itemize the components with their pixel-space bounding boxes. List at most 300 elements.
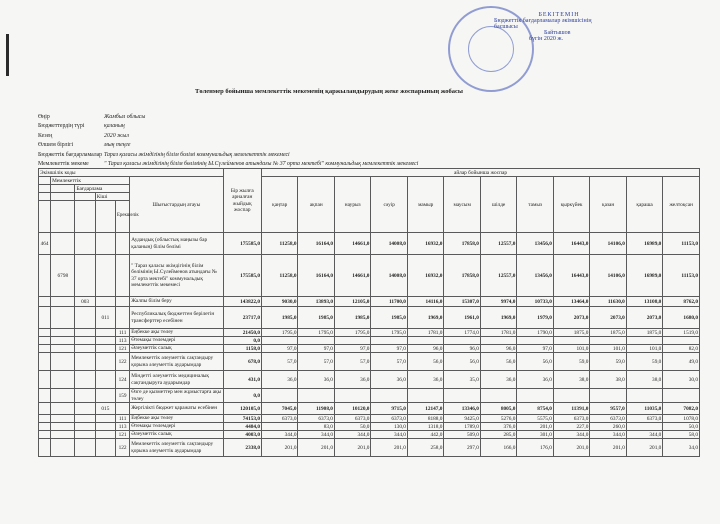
month-value-cell bbox=[517, 389, 553, 403]
meta-label: Өңір bbox=[38, 114, 50, 120]
meta-label: Бюджеттердің түрі bbox=[38, 123, 85, 130]
code-cell bbox=[95, 371, 115, 389]
code-cell bbox=[95, 255, 115, 297]
code-cell bbox=[51, 389, 75, 403]
table-row bbox=[39, 337, 700, 345]
table-row bbox=[39, 233, 700, 255]
code-cell bbox=[116, 307, 130, 329]
meta-value: " Тараз қаласы әкімдігінің білім бөлімінің Ы.Сүлейменов атындағы № 37 орта мектебі" коммунальдық мемлекеттік мекемесі bbox=[104, 161, 419, 168]
table-row bbox=[39, 431, 700, 439]
code-cell: 113 bbox=[116, 423, 130, 431]
month-value-cell: 57,0 bbox=[298, 353, 334, 371]
months-group-header: айлар бойынша жоспар bbox=[262, 169, 700, 177]
code-cell bbox=[39, 423, 51, 431]
code-cell bbox=[75, 337, 95, 345]
month-value-cell: 9425,0 bbox=[444, 415, 480, 423]
code-cell bbox=[75, 389, 95, 403]
month-value-cell: 11391,0 bbox=[553, 403, 589, 415]
code-cell bbox=[51, 431, 75, 439]
month-value-cell: 36,0 bbox=[298, 371, 334, 389]
code-cell: 111 bbox=[116, 415, 130, 423]
code-cell bbox=[39, 255, 51, 297]
code-cell bbox=[51, 337, 75, 345]
codes-group-header: Экімшілік коды bbox=[39, 169, 224, 177]
month-value-cell: 176,0 bbox=[517, 439, 553, 457]
month-value-cell: 16443,0 bbox=[553, 255, 589, 297]
month-value-cell: 14106,0 bbox=[590, 233, 626, 255]
month-value-cell: 6373,0 bbox=[626, 415, 662, 423]
month-value-cell: 13456,0 bbox=[517, 233, 553, 255]
month-value-cell: 59,0 bbox=[590, 353, 626, 371]
month-value-cell: 10733,0 bbox=[517, 297, 553, 307]
month-value-cell: 14661,0 bbox=[334, 255, 370, 297]
month-value-cell bbox=[334, 389, 370, 403]
month-value-cell: 16932,0 bbox=[407, 233, 443, 255]
month-value-cell: 36,0 bbox=[407, 371, 443, 389]
month-value-cell: 344,0 bbox=[371, 431, 407, 439]
code-cell bbox=[51, 415, 75, 423]
approval-line-1: Бюджеттік бағдарламалар әкімшісінің bbox=[494, 18, 592, 24]
expense-name-cell: Мемлекеттік әлеуметтік сақтандыру қорына әлеуметтік аударымдар bbox=[130, 353, 223, 371]
table-row bbox=[39, 389, 700, 403]
code-cell bbox=[39, 403, 51, 415]
month-value-cell bbox=[262, 337, 298, 345]
code-cell bbox=[116, 255, 130, 297]
month-value-cell: 344,0 bbox=[626, 431, 662, 439]
month-value-cell bbox=[444, 337, 480, 345]
meta-row bbox=[38, 122, 418, 131]
month-value-cell: 166,0 bbox=[480, 439, 516, 457]
month-value-cell: 1795,0 bbox=[371, 329, 407, 337]
month-value-cell: 57,0 bbox=[371, 353, 407, 371]
month-value-cell bbox=[590, 337, 626, 345]
code-cell bbox=[95, 337, 115, 345]
month-value-cell: 9030,0 bbox=[262, 297, 298, 307]
month-value-cell bbox=[298, 389, 334, 403]
month-value-cell: 56,0 bbox=[480, 353, 516, 371]
month-value-cell: 15307,0 bbox=[444, 297, 480, 307]
code-cell bbox=[75, 423, 95, 431]
code-cell bbox=[75, 255, 95, 297]
month-value-cell: 201,0 bbox=[626, 439, 662, 457]
table-row bbox=[39, 297, 700, 307]
month-value-cell: 14106,0 bbox=[590, 255, 626, 297]
month-value-cell: 8762,0 bbox=[663, 297, 700, 307]
total-cell: 0,0 bbox=[223, 337, 262, 345]
month-value-cell: 36,0 bbox=[334, 371, 370, 389]
month-value-cell: 344,0 bbox=[553, 431, 589, 439]
code-cell bbox=[75, 329, 95, 337]
total-cell: 143822,0 bbox=[223, 297, 262, 307]
month-value-cell: 14008,0 bbox=[371, 255, 407, 297]
month-value-cell: 1875,0 bbox=[553, 329, 589, 337]
month-value-cell: 36,0 bbox=[480, 371, 516, 389]
month-value-cell: 1985,0 bbox=[371, 307, 407, 329]
month-value-cell: 509,0 bbox=[444, 431, 480, 439]
month-value-cell: 96,0 bbox=[444, 345, 480, 353]
month-value-cell: 6373,0 bbox=[553, 415, 589, 423]
code-cell bbox=[75, 439, 95, 457]
month-value-cell bbox=[663, 337, 700, 345]
month-value-cell: 258,0 bbox=[407, 439, 443, 457]
month-value-cell: 201,0 bbox=[262, 439, 298, 457]
month-value-cell bbox=[334, 337, 370, 345]
total-cell: 175585,0 bbox=[223, 255, 262, 297]
month-value-cell: 201,0 bbox=[298, 439, 334, 457]
month-value-cell bbox=[626, 423, 662, 431]
total-header: Бір жылға арналған жыйдық жоспар bbox=[223, 169, 262, 233]
code-cell bbox=[75, 371, 95, 389]
month-value-cell: 201,0 bbox=[371, 439, 407, 457]
month-value-cell: 13456,0 bbox=[517, 255, 553, 297]
month-value-cell bbox=[444, 389, 480, 403]
month-value-cell bbox=[590, 389, 626, 403]
code-cell bbox=[51, 353, 75, 371]
month-value-cell: 16989,0 bbox=[626, 233, 662, 255]
meta-label: Мемлекеттік мекеме bbox=[38, 161, 89, 168]
month-value-cell: 97,0 bbox=[517, 345, 553, 353]
month-value-cell: 38,0 bbox=[590, 371, 626, 389]
month-value-cell: 1979,0 bbox=[517, 307, 553, 329]
month-value-cell: 35,0 bbox=[444, 371, 480, 389]
code-cell bbox=[95, 415, 115, 423]
expense-name-cell: Міндетті әлеуметтік медициналық сақтандыруға аударымдар bbox=[130, 371, 223, 389]
month-value-cell: 1795,0 bbox=[262, 329, 298, 337]
code-cell bbox=[39, 345, 51, 353]
month-value-cell: 8005,0 bbox=[480, 403, 516, 415]
month-value-cell: 12147,0 bbox=[407, 403, 443, 415]
month-value-cell: 376,0 bbox=[480, 423, 516, 431]
code-cell bbox=[51, 371, 75, 389]
month-value-cell: 101,0 bbox=[553, 345, 589, 353]
month-value-cell: 13108,0 bbox=[626, 297, 662, 307]
month-value-cell bbox=[371, 337, 407, 345]
expense-name-cell: Мемлекеттік әлеуметтік сақтандыру қорына әлеуметтік аударымдар bbox=[130, 439, 223, 457]
month-header: желтоқсан bbox=[663, 177, 700, 233]
specific-header: Ерекшелік bbox=[116, 201, 130, 233]
month-value-cell: 58,0 bbox=[663, 431, 700, 439]
code-cell bbox=[51, 329, 75, 337]
month-value-cell: 59,0 bbox=[553, 353, 589, 371]
expense-name-cell: Өтемақы төлемдері bbox=[130, 337, 223, 345]
month-value-cell: 201,0 bbox=[334, 439, 370, 457]
code-cell: 003 bbox=[75, 297, 95, 307]
month-value-cell: 57,0 bbox=[262, 353, 298, 371]
month-value-cell bbox=[407, 389, 443, 403]
month-header: қараша bbox=[626, 177, 662, 233]
code-cell bbox=[116, 233, 130, 255]
code-cell: 121 bbox=[116, 345, 130, 353]
total-cell: 4484,0 bbox=[223, 423, 262, 431]
expense-name-cell: Жалпы білім беру bbox=[130, 297, 223, 307]
month-value-cell: 97,0 bbox=[262, 345, 298, 353]
month-value-cell bbox=[663, 389, 700, 403]
month-value-cell: 2073,0 bbox=[553, 307, 589, 329]
month-value-cell: 101,0 bbox=[590, 345, 626, 353]
code-cell bbox=[51, 423, 75, 431]
total-cell: 4003,0 bbox=[223, 431, 262, 439]
month-value-cell: 8754,0 bbox=[517, 403, 553, 415]
month-value-cell: 14661,0 bbox=[334, 233, 370, 255]
meta-label: Кезең bbox=[38, 132, 53, 139]
month-value-cell: 56,0 bbox=[517, 353, 553, 371]
month-value-cell: 2073,0 bbox=[590, 307, 626, 329]
month-value-cell: 11153,0 bbox=[663, 233, 700, 255]
table-row bbox=[39, 423, 700, 431]
binder-mark bbox=[6, 34, 9, 76]
month-value-cell: 1985,0 bbox=[262, 307, 298, 329]
month-value-cell: 16932,0 bbox=[407, 255, 443, 297]
month-value-cell: 11700,0 bbox=[371, 297, 407, 307]
month-value-cell: 6373,0 bbox=[298, 415, 334, 423]
code-cell bbox=[51, 403, 75, 415]
code-cell: 464 bbox=[39, 233, 51, 255]
month-value-cell bbox=[553, 389, 589, 403]
meta-label: Өлшем бірлігі bbox=[38, 142, 74, 149]
month-value-cell: 36,0 bbox=[262, 371, 298, 389]
name-header: Шығыстардың атауы bbox=[130, 177, 223, 233]
month-value-cell: 1318,0 bbox=[407, 423, 443, 431]
code-cell: 111 bbox=[116, 329, 130, 337]
code-cell bbox=[95, 329, 115, 337]
month-header: қаңтар bbox=[262, 177, 298, 233]
month-value-cell: 9715,0 bbox=[371, 403, 407, 415]
expense-name-cell: Жергілікті бюджет қаражаты есебінен bbox=[130, 403, 223, 415]
expense-name-cell: " Тараз қаласы әкімдігінің білім бөлімінің Ы.Сүлейменов атындағы № 37 орта мектебі" коммунальдық мемлекеттік мекемесі bbox=[130, 255, 223, 297]
code-cell bbox=[51, 233, 75, 255]
table-row bbox=[39, 307, 700, 329]
meta-value: Тараз қаласы әкімдігінің білім болімі коммунальдық мемлекеттік мекемесі bbox=[104, 151, 290, 158]
program-header: Бағдарлама bbox=[75, 185, 130, 193]
month-header: сәуір bbox=[371, 177, 407, 233]
month-value-cell: 12557,0 bbox=[480, 233, 516, 255]
meta-block bbox=[38, 113, 418, 169]
month-header: ақпан bbox=[298, 177, 334, 233]
month-value-cell: 1795,0 bbox=[334, 329, 370, 337]
month-value-cell: 1781,0 bbox=[480, 329, 516, 337]
month-value-cell: 1985,0 bbox=[298, 307, 334, 329]
table-row bbox=[39, 353, 700, 371]
month-value-cell: 56,0 bbox=[444, 353, 480, 371]
meta-row bbox=[38, 141, 418, 150]
table-row bbox=[39, 415, 700, 423]
code-cell bbox=[95, 353, 115, 371]
approval-line-2: басшысы bbox=[494, 24, 518, 30]
total-cell: 23717,0 bbox=[223, 307, 262, 329]
month-value-cell bbox=[626, 389, 662, 403]
month-value-cell: 17858,0 bbox=[444, 233, 480, 255]
month-value-cell: 130,0 bbox=[371, 423, 407, 431]
meta-row bbox=[38, 132, 418, 141]
code-cell: 011 bbox=[95, 307, 115, 329]
month-value-cell: 12105,0 bbox=[334, 297, 370, 307]
code-cell bbox=[75, 233, 95, 255]
month-header: шілде bbox=[480, 177, 516, 233]
expense-name-cell: Өтемақы төлемдері bbox=[130, 423, 223, 431]
month-value-cell: 7082,0 bbox=[663, 403, 700, 415]
meta-value: Жамбыл облысы bbox=[104, 114, 146, 120]
table-row bbox=[39, 329, 700, 337]
month-value-cell: 101,0 bbox=[626, 345, 662, 353]
month-value-cell: 201,0 bbox=[517, 423, 553, 431]
code-cell: 6798 bbox=[51, 255, 75, 297]
month-value-cell bbox=[298, 337, 334, 345]
month-value-cell: 2073,0 bbox=[626, 307, 662, 329]
total-cell: 74153,0 bbox=[223, 415, 262, 423]
code-cell: 159 bbox=[116, 389, 130, 403]
month-value-cell: 297,0 bbox=[444, 439, 480, 457]
code-cell bbox=[51, 345, 75, 353]
month-value-cell: 57,0 bbox=[334, 353, 370, 371]
code-cell bbox=[39, 439, 51, 457]
month-value-cell: 96,0 bbox=[407, 345, 443, 353]
month-value-cell: 1969,0 bbox=[407, 307, 443, 329]
month-value-cell: 97,0 bbox=[334, 345, 370, 353]
total-cell: 431,0 bbox=[223, 371, 262, 389]
month-value-cell: 260,0 bbox=[590, 423, 626, 431]
code-cell bbox=[51, 307, 75, 329]
month-value-cell: 1985,0 bbox=[334, 307, 370, 329]
meta-value: мың теңге bbox=[104, 142, 131, 149]
month-value-cell: 97,0 bbox=[371, 345, 407, 353]
code-cell bbox=[51, 439, 75, 457]
month-value-cell: 14008,0 bbox=[371, 233, 407, 255]
month-value-cell: 14116,0 bbox=[407, 297, 443, 307]
month-value-cell: 17858,0 bbox=[444, 255, 480, 297]
code-cell bbox=[75, 403, 95, 415]
month-value-cell bbox=[480, 389, 516, 403]
month-value-cell: 13893,0 bbox=[298, 297, 334, 307]
month-value-cell: 11258,0 bbox=[262, 233, 298, 255]
code-cell: 015 bbox=[95, 403, 115, 415]
total-cell: 678,0 bbox=[223, 353, 262, 371]
meta-value: қаланың bbox=[104, 123, 125, 130]
month-header: қыркүйек bbox=[553, 177, 589, 233]
month-value-cell: 16989,0 bbox=[626, 255, 662, 297]
month-value-cell: 83,0 bbox=[298, 423, 334, 431]
table-row bbox=[39, 255, 700, 297]
code-cell bbox=[95, 423, 115, 431]
code-cell bbox=[95, 297, 115, 307]
month-value-cell bbox=[517, 337, 553, 345]
code-cell bbox=[116, 297, 130, 307]
code-cell bbox=[39, 371, 51, 389]
month-value-cell: 12557,0 bbox=[480, 255, 516, 297]
expense-name-cell: Әлеуметтік салық bbox=[130, 431, 223, 439]
month-value-cell: 11908,0 bbox=[298, 403, 334, 415]
code-cell bbox=[95, 431, 115, 439]
code-cell bbox=[75, 307, 95, 329]
code-cell bbox=[39, 353, 51, 371]
code-cell bbox=[75, 345, 95, 353]
month-value-cell: 9974,0 bbox=[480, 297, 516, 307]
month-value-cell: 1774,0 bbox=[444, 329, 480, 337]
subprogram-header: Кіші bbox=[95, 193, 129, 201]
code-cell bbox=[39, 329, 51, 337]
month-value-cell: 36,0 bbox=[517, 371, 553, 389]
month-value-cell: 1875,0 bbox=[626, 329, 662, 337]
month-value-cell: 344,0 bbox=[262, 431, 298, 439]
table-row bbox=[39, 439, 700, 457]
total-cell: 120105,0 bbox=[223, 403, 262, 415]
code-cell: 122 bbox=[116, 439, 130, 457]
total-cell: 21450,0 bbox=[223, 329, 262, 337]
month-value-cell bbox=[553, 337, 589, 345]
month-value-cell: 59,0 bbox=[626, 353, 662, 371]
month-value-cell: 11035,0 bbox=[626, 403, 662, 415]
table-row bbox=[39, 371, 700, 389]
month-value-cell: 344,0 bbox=[334, 431, 370, 439]
month-value-cell: 16164,0 bbox=[298, 233, 334, 255]
code-cell bbox=[95, 345, 115, 353]
month-value-cell: 49,0 bbox=[663, 353, 700, 371]
month-value-cell: 5575,0 bbox=[517, 415, 553, 423]
month-value-cell: 11153,0 bbox=[663, 255, 700, 297]
month-value-cell: 50,0 bbox=[663, 423, 700, 431]
month-value-cell: 82,0 bbox=[663, 345, 700, 353]
month-value-cell: 5276,0 bbox=[480, 415, 516, 423]
total-cell: 175585,0 bbox=[223, 233, 262, 255]
document-title: Төленмер бойынша мемлекеттік мекеменің қаржыландырудың жеке жоспарының жобасы bbox=[195, 88, 464, 95]
table-row bbox=[39, 345, 700, 353]
meta-label: Бюджеттік бағдарламалар bbox=[38, 151, 103, 158]
month-value-cell: 7045,0 bbox=[262, 403, 298, 415]
code-cell bbox=[51, 297, 75, 307]
meta-row bbox=[38, 113, 418, 122]
code-cell bbox=[95, 389, 115, 403]
month-value-cell: 56,0 bbox=[407, 353, 443, 371]
month-value-cell: 6373,0 bbox=[262, 415, 298, 423]
month-value-cell: 30,0 bbox=[663, 371, 700, 389]
total-cell: 2338,0 bbox=[223, 439, 262, 457]
month-value-cell bbox=[626, 337, 662, 345]
month-value-cell: 1961,0 bbox=[444, 307, 480, 329]
total-cell: 1158,0 bbox=[223, 345, 262, 353]
expense-name-cell: Өзге де қызметтер мен жұмыстарға ақы төлеу bbox=[131, 389, 222, 402]
approval-header: БЕКІТЕМІН bbox=[538, 12, 580, 18]
code-cell bbox=[116, 403, 130, 415]
month-value-cell: 13464,0 bbox=[553, 297, 589, 307]
code-cell bbox=[39, 337, 51, 345]
code-cell bbox=[75, 415, 95, 423]
month-value-cell: 96,0 bbox=[480, 345, 516, 353]
code-cell: 121 bbox=[116, 431, 130, 439]
code-cell bbox=[39, 389, 51, 403]
month-value-cell: 11258,0 bbox=[262, 255, 298, 297]
month-value-cell: 16443,0 bbox=[553, 233, 589, 255]
month-header: тамыз bbox=[517, 177, 553, 233]
month-value-cell: 1875,0 bbox=[590, 329, 626, 337]
month-value-cell: 344,0 bbox=[298, 431, 334, 439]
code-cell bbox=[95, 439, 115, 457]
month-value-cell: 97,0 bbox=[298, 345, 334, 353]
month-value-cell: 285,0 bbox=[480, 431, 516, 439]
expense-name-cell: Аудандық (облыстық маңызы бар қаланың) білім бөлімі bbox=[130, 233, 223, 255]
month-value-cell: 50,0 bbox=[334, 423, 370, 431]
month-header: мамыр bbox=[407, 177, 443, 233]
month-value-cell bbox=[407, 337, 443, 345]
meta-value: 2020 жыл bbox=[104, 132, 129, 139]
code-cell bbox=[39, 415, 51, 423]
expense-name-cell: Еңбекке ақы төлеу bbox=[130, 329, 223, 337]
month-value-cell: 301,0 bbox=[517, 431, 553, 439]
month-value-cell: 38,0 bbox=[553, 371, 589, 389]
month-value-cell bbox=[371, 389, 407, 403]
month-value-cell: 6373,0 bbox=[334, 415, 370, 423]
month-value-cell: 201,0 bbox=[590, 439, 626, 457]
month-value-cell: 1078,0 bbox=[663, 415, 700, 423]
month-value-cell bbox=[262, 423, 298, 431]
